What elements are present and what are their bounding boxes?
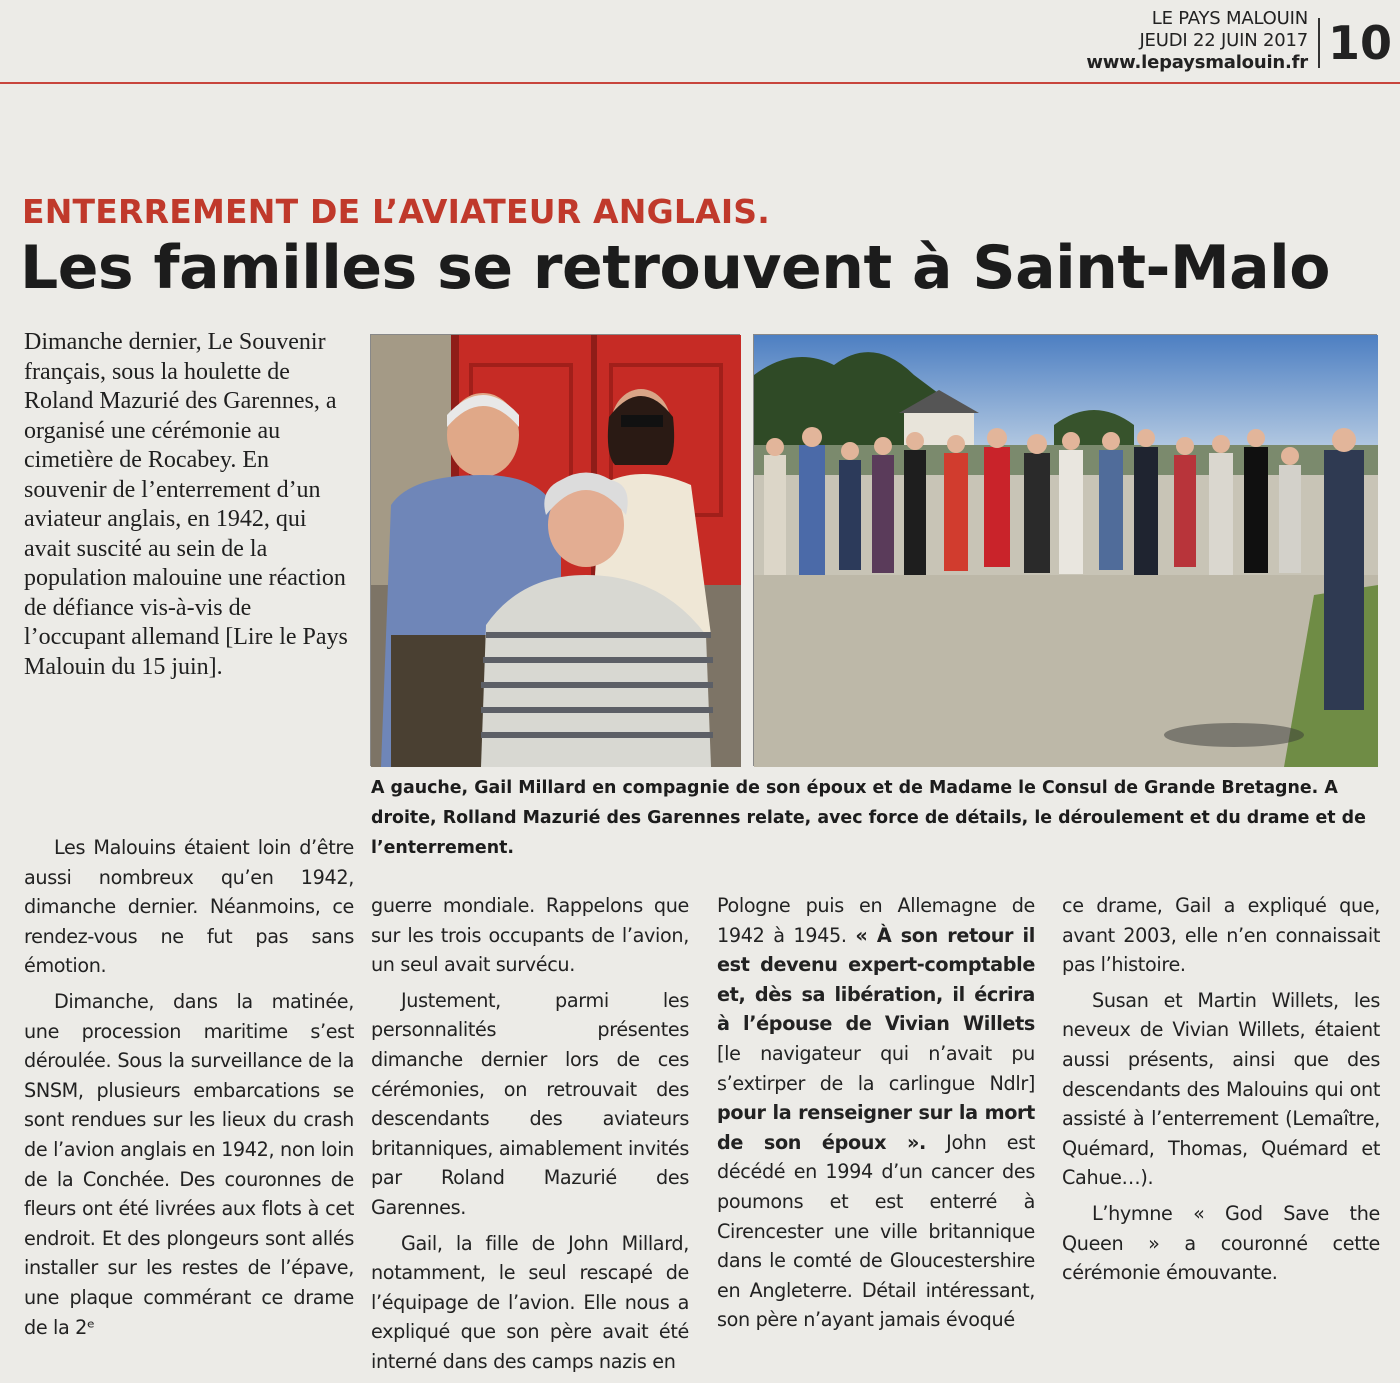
paragraph xyxy=(717,891,1035,1335)
paragraph: Dimanche, dans la matinée, une procession maritime s’est déroulée. Sous la surveillance de la SNSM, plusieurs embarcations se sont rendues sur les lieux du crash de l’avion anglais en 1942, non loin de la Conchée. Des couronnes de fleurs ont été livrées aux flots à cet endroit. Et des plongeurs sont allés installer sur les restes de l’épave, une plaque commérant ce drame de la 2ᵉ xyxy=(24,989,354,1339)
quote-bold: pour la renseigner sur la mort de son époux ». xyxy=(717,1101,1035,1154)
paper-name: LE PAYS MALOUIN xyxy=(1151,8,1308,29)
ceremony-illustration xyxy=(754,335,1378,767)
paragraph: Gail, la fille de John Millard, notamment, le seul rescapé de l’équipage de l’avion. Elle nous a expliqué que son père avait été interné dans des camps nazis en xyxy=(371,1231,689,1373)
masthead-divider xyxy=(0,82,1400,84)
photo-caption: A gauche, Gail Millard en compagnie de son époux et de Madame le Consul de Grande Bretagne. A droite, Rolland Mazurié des Garennes relate, avec force de détails, le déroulement et du drame et de l’enterrement. xyxy=(371,778,1366,858)
article-headline: Les familles se retrouvent à Saint-Malo xyxy=(20,233,1330,303)
paragraph: Justement, parmi les personnalités présentes dimanche dernier lors de ces cérémonies, on retrouvait des descendants des aviateurs britanniques, aimablement invités par Roland Mazurié des Garennes. xyxy=(371,988,689,1219)
article-column-3 xyxy=(717,891,1035,1341)
issue-date: JEUDI 22 JUIN 2017 xyxy=(1139,30,1308,51)
article-kicker: ENTERREMENT DE L’AVIATEUR ANGLAIS. xyxy=(22,192,771,231)
paragraph: ce drame, Gail a expliqué que, avant 2003, elle n’en connaissait pas l’histoire. xyxy=(1062,894,1380,977)
paragraph: Susan et Martin Willets, les neveux de Vivian Willets, étaient aussi présents, ainsi que des descendants des Malouins qui ont assisté à l’enterrement (Lemaître, Quémard, Thomas, Quémard et Cahue…). xyxy=(1062,988,1380,1190)
paragraph: L’hymne « God Save the Queen » a couronné cette cérémonie émouvante. xyxy=(1062,1201,1380,1285)
article-column-2 xyxy=(371,891,689,1383)
article-intro: Dimanche dernier, Le Souvenir français, sous la houlette de Roland Mazurié des Garennes, a organisé une cérémonie au cimetière de Rocabey. En souvenir de l’enterrement d’un aviateur anglais, en 1942, qui avait suscité au sein de la population malouine une réaction de défiance vis-à-vis de l’occupant allemand [Lire le Pays Malouin du 15 juin]. xyxy=(24,329,348,680)
text-run: Pologne puis en Allemagne de 1942 à 1945. xyxy=(717,894,1035,947)
article-column-1 xyxy=(24,833,354,1348)
paragraph: guerre mondiale. Rappelons que sur les trois occupants de l’avion, un seul avait survécu. xyxy=(371,894,689,977)
quote-bold: « À son retour il est devenu expert-comptable et, dès sa libération, il écrira à l’épouse de Vivian Willets xyxy=(717,923,1035,1036)
article-column-4 xyxy=(1062,891,1380,1294)
photo-family-portrait xyxy=(370,334,740,766)
editor-note: [le navigateur qui n’avait pu s’extirper de la carlingue Ndlr] xyxy=(717,1041,1035,1095)
photo-ceremony-group xyxy=(753,334,1377,766)
text-run: John est décédé en 1994 d’un cancer des poumons et est enterré à Cirencester une ville britannique dans le comté de Gloucestershire en Angleterre. Détail intéressant, son père n’ayant jamais évoqué xyxy=(717,1130,1036,1332)
family-portrait-illustration xyxy=(371,335,741,767)
paragraph: Les Malouins étaient loin d’être aussi nombreux qu’en 1942, dimanche dernier. Néanmoins, ce rendez-vous ne fut pas sans émotion. xyxy=(24,836,354,978)
paper-url[interactable]: www.lepaysmalouin.fr xyxy=(1086,52,1308,73)
page-number: 10 xyxy=(1318,18,1392,68)
masthead xyxy=(1086,8,1308,74)
